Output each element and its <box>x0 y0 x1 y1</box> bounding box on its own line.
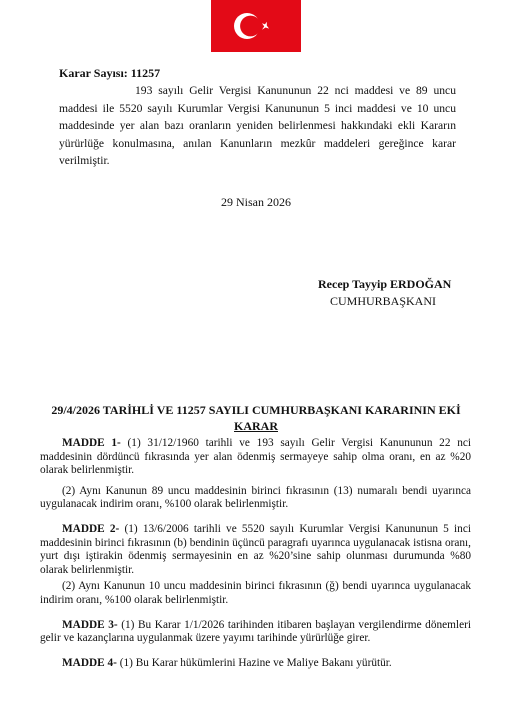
annex-title-line1: 29/4/2026 TARİHLİ VE 11257 SAYILI CUMHURBAŞKANI KARARININ EKİ <box>51 403 461 417</box>
article-text: (1) 31/12/1960 tarihli ve 193 sayılı Gelir Vergisi Kanununun 22 nci maddesinin dördüncü fıkrasında yer alan ödenmiş sermayeye sahip olma oranı, en az %20 olarak belirlenmiştir. <box>40 437 471 477</box>
article-4-para-1 <box>40 657 471 671</box>
article-3-para-1 <box>40 619 471 646</box>
article-label: MADDE 2- <box>62 522 120 535</box>
article-1-para-1 <box>40 437 471 478</box>
annex-title-line2: KARAR <box>234 419 278 433</box>
intro-paragraph: 193 sayılı Gelir Vergisi Kanununun 22 nci maddesi ve 89 uncu maddesi ile 5520 sayılı Kurumlar Vergisi Kanununun 5 inci maddesi ve 10 uncu maddesinde yer alan bazı oranların yeniden belirlenmesi hakkındaki ekli Kararın yürürlüğe konulmasına, anılan Kanunların mezkûr maddeleri gereğince karar verilmiştir. <box>59 84 456 167</box>
article-text: (2) Aynı Kanunun 10 uncu maddesinin birinci fıkrasının (ğ) bendi uyarınca uygulanacak indirim oranı, %100 olarak belirlenmiştir. <box>40 580 471 606</box>
karar-sayisi: Karar Sayısı: 11257 <box>59 66 161 80</box>
article-text: (1) 13/6/2006 tarihli ve 5520 sayılı Kurumlar Vergisi Kanununun 5 inci maddesinin birinci fıkrasının (b) bendinin üçüncü paragrafı uyarınca uygulanacak istisna oranı, yurt dışı iştirakin ödenmiş sermayesinin en az %20’sine sahip olunması durumunda %80 olarak belirlenmiştir. <box>40 522 471 576</box>
signatory-title: CUMHURBAŞKANI <box>330 294 437 308</box>
article-text: (1) Bu Karar 1/1/2026 tarihinden itibaren başlayan vergilendirme dönemleri gelir ve kazançlarına uygulanmak üzere yayımı tarihinde yürürlüğe girer. <box>40 618 471 645</box>
signatory-name: Recep Tayyip ERDOĞAN <box>318 277 452 291</box>
annex-title <box>40 402 472 434</box>
article-2-para-1 <box>40 523 471 577</box>
turkish-flag-icon <box>211 0 301 52</box>
article-1-para-2 <box>40 485 471 512</box>
article-label: MADDE 1- <box>62 437 121 449</box>
decision-date: 29 Nisan 2026 <box>221 195 291 209</box>
article-label: MADDE 4- <box>62 656 117 669</box>
articles <box>40 437 471 670</box>
article-2-para-2 <box>40 580 471 607</box>
article-text: (2) Aynı Kanunun 89 uncu maddesinin birinci fıkrasının (13) numaralı bendi uyarınca uygulanacak indirim oranı, %100 olarak belirlenmiştir. <box>40 484 471 511</box>
article-text: (1) Bu Karar hükümlerini Hazine ve Maliye Bakanı yürütür. <box>116 656 392 669</box>
article-label: MADDE 3- <box>62 618 118 631</box>
